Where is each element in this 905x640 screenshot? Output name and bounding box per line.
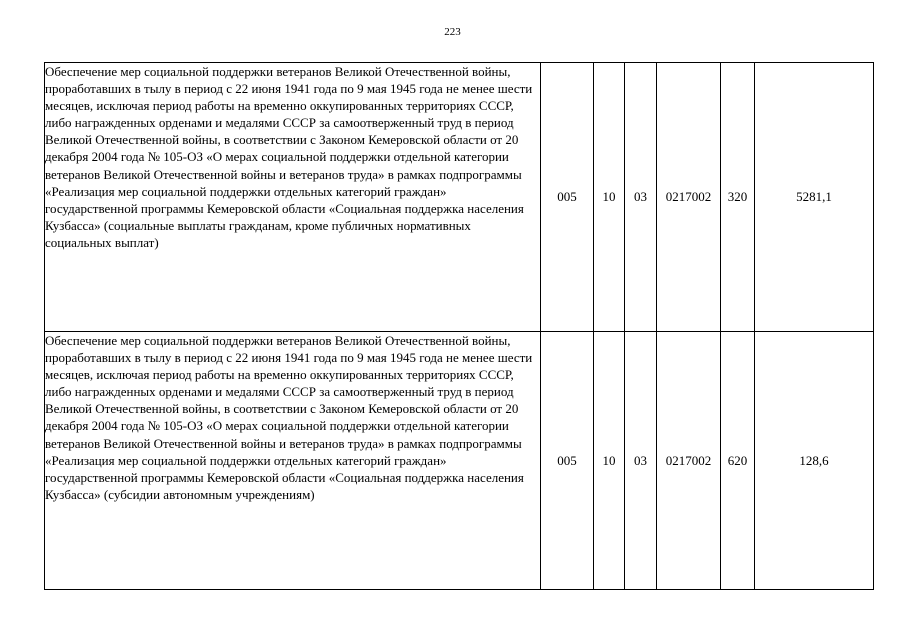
target-article-code: 0217002 — [657, 332, 721, 590]
subsection-code: 03 — [625, 63, 657, 332]
section-code: 10 — [594, 332, 625, 590]
amount: 5281,1 — [755, 63, 874, 332]
expense-description: Обеспечение мер социальной поддержки ветеранов Великой Отечественной войны, проработавших в тылу в период с 22 июня 1941 года по 9 мая 1945 года не менее шести месяцев, исключая период работы на временно оккупированных территориях СССР, либо награжденных орденами и медалями СССР за самоотверженный труд в период Великой Отечественной войны, в соответствии с Законом Кемеровской области от 20 декабря 2004 года № 105-ОЗ «О мерах социальной поддержки отдельной категории ветеранов Великой Отечественной войны и ветеранов труда» в рамках подпрограммы «Реализация мер социальной поддержки отдельных категорий граждан» государственной программы Кемеровской области «Социальная поддержка населения Кузбасса» (субсидии автономным учреждениям) — [45, 332, 541, 590]
table-row — [45, 332, 874, 590]
expense-description: Обеспечение мер социальной поддержки ветеранов Великой Отечественной войны, проработавших в тылу в период с 22 июня 1941 года по 9 мая 1945 года не менее шести месяцев, исключая период работы на временно оккупированных территориях СССР, либо награжденных орденами и медалями СССР за самоотверженный труд в период Великой Отечественной войны, в соответствии с Законом Кемеровской области от 20 декабря 2004 года № 105-ОЗ «О мерах социальной поддержки отдельной категории ветеранов Великой Отечественной войны и ветеранов труда» в рамках подпрограммы «Реализация мер социальной поддержки отдельных категорий граждан» государственной программы Кемеровской области «Социальная поддержка населения Кузбасса» (социальные выплаты гражданам, кроме публичных нормативных социальных выплат) — [45, 63, 541, 332]
expense-type-code: 620 — [721, 332, 755, 590]
table-row — [45, 63, 874, 332]
budget-table — [44, 62, 874, 590]
subsection-code: 03 — [625, 332, 657, 590]
ministry-code: 005 — [541, 63, 594, 332]
amount: 128,6 — [755, 332, 874, 590]
target-article-code: 0217002 — [657, 63, 721, 332]
section-code: 10 — [594, 63, 625, 332]
page-number: 223 — [444, 26, 461, 38]
ministry-code: 005 — [541, 332, 594, 590]
expense-type-code: 320 — [721, 63, 755, 332]
